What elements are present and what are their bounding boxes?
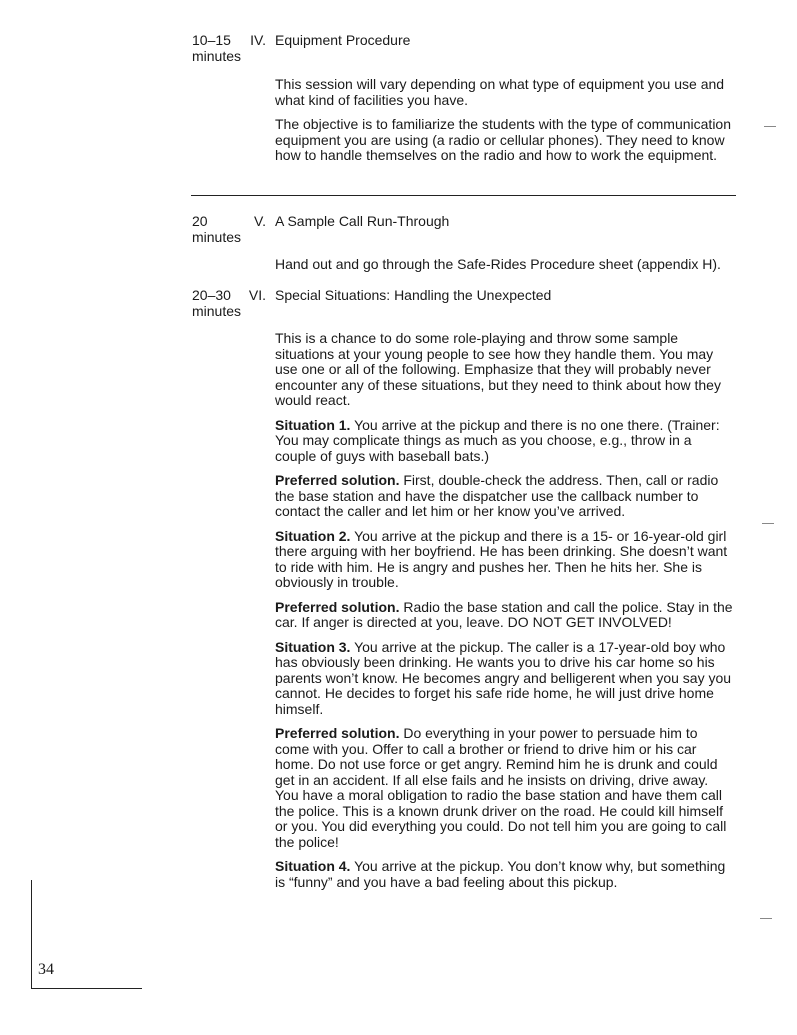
section-divider bbox=[191, 195, 736, 196]
section-time: 20–30 minutes bbox=[192, 287, 242, 319]
section-time: 10–15 minutes bbox=[192, 32, 242, 64]
paragraph: The objective is to familiarize the students with the type of communication equipment you are using (a radio or cellular phones). They need to know how to handle themselves on the radio and how to work the equipment. bbox=[275, 116, 731, 163]
section-numeral: V. bbox=[254, 213, 266, 229]
section-title: Special Situations: Handling the Unexpected bbox=[275, 287, 552, 303]
scan-mark bbox=[762, 523, 774, 524]
paragraph: This is a chance to do some role-playing and throw some sample situations at your young people to see how they handle them. You may use one or all of the following. Emphasize that they will probably never encounter any of these situations, but they need to think about how they would react. bbox=[275, 330, 721, 408]
section-numeral: VI. bbox=[248, 287, 266, 303]
paragraph: Preferred solution. Do everything in your power to persuade him to come with you. Offer to call a brother or friend to drive him or his car home. Do not use force or get angry. Remind him he is drunk and could get in an accident. If all else fails and he insists on driving, drive away. You have a moral obligation to radio the base station and have them call the police. This is a known drunk driver on the road. He could kill himself or you. You did everything you could. Do not tell him you are going to call the police! bbox=[275, 725, 727, 850]
section-body-vi bbox=[275, 331, 735, 899]
margin-rule-horizontal bbox=[31, 988, 142, 989]
page-number: 34 bbox=[38, 961, 54, 978]
paragraph: Preferred solution. Radio the base station and call the police. Stay in the car. If anger is directed at you, leave. DO NOT GET INVOLVED! bbox=[275, 598, 733, 630]
section-time: 20 minutes bbox=[192, 213, 242, 245]
margin-rule-vertical bbox=[31, 880, 32, 988]
paragraph: Hand out and go through the Safe-Rides Procedure sheet (appendix H). bbox=[275, 256, 721, 272]
section-title: A Sample Call Run-Through bbox=[275, 213, 450, 229]
paragraph: Situation 1. You arrive at the pickup and there is no one there. (Trainer: You may complicate things as much as you choose, e.g., throw in a couple of guys with baseball bats.) bbox=[275, 416, 720, 464]
paragraph: This session will vary depending on what type of equipment you use and what kind of facilities you have. bbox=[275, 76, 725, 108]
section-title: Equipment Procedure bbox=[275, 32, 411, 48]
paragraph: Situation 2. You arrive at the pickup and there is a 15- or 16-year-old girl there arguing with her boyfriend. He has been drinking. She doesn’t want to ride with him. He is angry and pushes her. Then he hits her. She is obviously in trouble. bbox=[275, 527, 728, 590]
scan-mark bbox=[760, 918, 772, 919]
section-body-v bbox=[275, 257, 735, 282]
paragraph: Situation 3. You arrive at the pickup. The caller is a 17-year-old boy who has obviously been drinking. He wants you to drive his car home so his parents won’t know. He becomes angry and belligerent when you say you cannot. He decides to forget his safe ride home, he will just drive home himself. bbox=[275, 638, 732, 717]
paragraph: Situation 4. You arrive at the pickup. You don’t know why, but something is “funny” and you have a bad feeling about this pickup. bbox=[275, 858, 726, 890]
section-body-iv bbox=[275, 77, 735, 173]
section-numeral: IV. bbox=[250, 32, 266, 48]
paragraph: Preferred solution. First, double-check the address. Then, call or radio the base station and have the dispatcher use the callback number to contact the caller and let him or her know you’ve arrived. bbox=[275, 472, 719, 519]
scan-mark bbox=[764, 126, 776, 127]
